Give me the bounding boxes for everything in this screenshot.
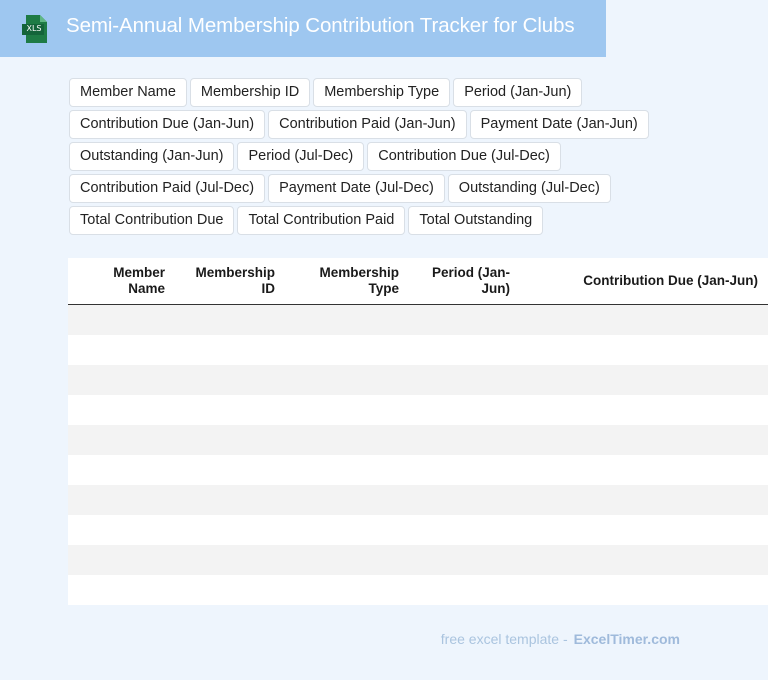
field-chip: Period (Jan-Jun) bbox=[453, 78, 582, 107]
table-cell[interactable] bbox=[520, 305, 768, 336]
table-cell[interactable] bbox=[520, 365, 768, 395]
data-table bbox=[68, 258, 768, 605]
table-cell[interactable] bbox=[520, 395, 768, 425]
table-cell[interactable] bbox=[409, 455, 520, 485]
footer-brand-link[interactable]: ExcelTimer.com bbox=[573, 631, 680, 647]
table-cell[interactable] bbox=[175, 575, 285, 605]
table-cell[interactable] bbox=[409, 425, 520, 455]
table-cell[interactable] bbox=[175, 335, 285, 365]
table-row bbox=[68, 455, 768, 485]
table-cell[interactable] bbox=[68, 515, 175, 545]
title-bar bbox=[0, 0, 606, 57]
table-cell[interactable] bbox=[409, 575, 520, 605]
table-cell[interactable] bbox=[175, 515, 285, 545]
column-header[interactable]: Membership ID bbox=[175, 258, 285, 305]
table-cell[interactable] bbox=[409, 305, 520, 336]
table-cell[interactable] bbox=[175, 365, 285, 395]
table-cell[interactable] bbox=[520, 425, 768, 455]
table-cell[interactable] bbox=[520, 515, 768, 545]
field-chip: Total Contribution Paid bbox=[237, 206, 405, 235]
table-row bbox=[68, 395, 768, 425]
table-row bbox=[68, 305, 768, 336]
table-cell[interactable] bbox=[68, 425, 175, 455]
column-header[interactable]: Member Name bbox=[68, 258, 175, 305]
table-cell[interactable] bbox=[520, 455, 768, 485]
table-row bbox=[68, 365, 768, 395]
table-cell[interactable] bbox=[68, 455, 175, 485]
field-chip: Total Outstanding bbox=[408, 206, 543, 235]
table-cell[interactable] bbox=[285, 455, 409, 485]
column-header[interactable]: Period (Jan-Jun) bbox=[409, 258, 520, 305]
footer-text: free excel template - bbox=[440, 631, 568, 647]
table-row bbox=[68, 425, 768, 455]
table-cell[interactable] bbox=[285, 575, 409, 605]
table-cell[interactable] bbox=[68, 305, 175, 336]
field-chip: Membership ID bbox=[190, 78, 310, 107]
table-row bbox=[68, 335, 768, 365]
field-chip: Membership Type bbox=[313, 78, 450, 107]
field-chip: Contribution Paid (Jan-Jun) bbox=[268, 110, 467, 139]
field-chip: Member Name bbox=[69, 78, 187, 107]
table-cell[interactable] bbox=[520, 575, 768, 605]
table-row bbox=[68, 545, 768, 575]
field-chip: Payment Date (Jul-Dec) bbox=[268, 174, 445, 203]
field-chip: Contribution Due (Jul-Dec) bbox=[367, 142, 561, 171]
table-cell[interactable] bbox=[520, 485, 768, 515]
table-cell[interactable] bbox=[68, 335, 175, 365]
table-cell[interactable] bbox=[175, 425, 285, 455]
table-cell[interactable] bbox=[409, 335, 520, 365]
table-cell[interactable] bbox=[409, 485, 520, 515]
table-cell[interactable] bbox=[285, 515, 409, 545]
table-cell[interactable] bbox=[285, 545, 409, 575]
field-chip: Outstanding (Jan-Jun) bbox=[69, 142, 234, 171]
table-cell[interactable] bbox=[68, 395, 175, 425]
table-cell[interactable] bbox=[285, 365, 409, 395]
xls-icon-label: XLS bbox=[26, 24, 42, 33]
table-cell[interactable] bbox=[285, 305, 409, 336]
table-cell[interactable] bbox=[520, 335, 768, 365]
table-cell[interactable] bbox=[175, 305, 285, 336]
field-list bbox=[69, 78, 679, 235]
table-cell[interactable] bbox=[520, 545, 768, 575]
page-title: Semi-Annual Membership Contribution Tracker for Clubs bbox=[66, 14, 575, 37]
field-chip: Period (Jul-Dec) bbox=[237, 142, 364, 171]
table-cell[interactable] bbox=[175, 455, 285, 485]
table-cell[interactable] bbox=[409, 395, 520, 425]
table-cell[interactable] bbox=[285, 395, 409, 425]
table-row bbox=[68, 515, 768, 545]
table-row bbox=[68, 575, 768, 605]
field-chip: Payment Date (Jan-Jun) bbox=[470, 110, 649, 139]
table-cell[interactable] bbox=[285, 485, 409, 515]
xls-file-icon bbox=[22, 14, 50, 44]
data-table-container[interactable] bbox=[68, 258, 758, 605]
table-cell[interactable] bbox=[175, 545, 285, 575]
field-chip: Outstanding (Jul-Dec) bbox=[448, 174, 611, 203]
table-cell[interactable] bbox=[409, 545, 520, 575]
table-cell[interactable] bbox=[285, 425, 409, 455]
field-chip: Total Contribution Due bbox=[69, 206, 234, 235]
table-cell[interactable] bbox=[175, 395, 285, 425]
table-cell[interactable] bbox=[285, 335, 409, 365]
table-header-row bbox=[68, 258, 768, 305]
field-chip: Contribution Paid (Jul-Dec) bbox=[69, 174, 265, 203]
table-cell[interactable] bbox=[175, 485, 285, 515]
column-header[interactable]: Membership Type bbox=[285, 258, 409, 305]
column-header[interactable]: Contribution Due (Jan-Jun) bbox=[520, 258, 768, 305]
table-cell[interactable] bbox=[68, 485, 175, 515]
table-cell[interactable] bbox=[68, 575, 175, 605]
table-cell[interactable] bbox=[409, 515, 520, 545]
table-row bbox=[68, 485, 768, 515]
table-cell[interactable] bbox=[68, 545, 175, 575]
table-cell[interactable] bbox=[409, 365, 520, 395]
field-chip: Contribution Due (Jan-Jun) bbox=[69, 110, 265, 139]
footer bbox=[441, 631, 680, 647]
table-cell[interactable] bbox=[68, 365, 175, 395]
